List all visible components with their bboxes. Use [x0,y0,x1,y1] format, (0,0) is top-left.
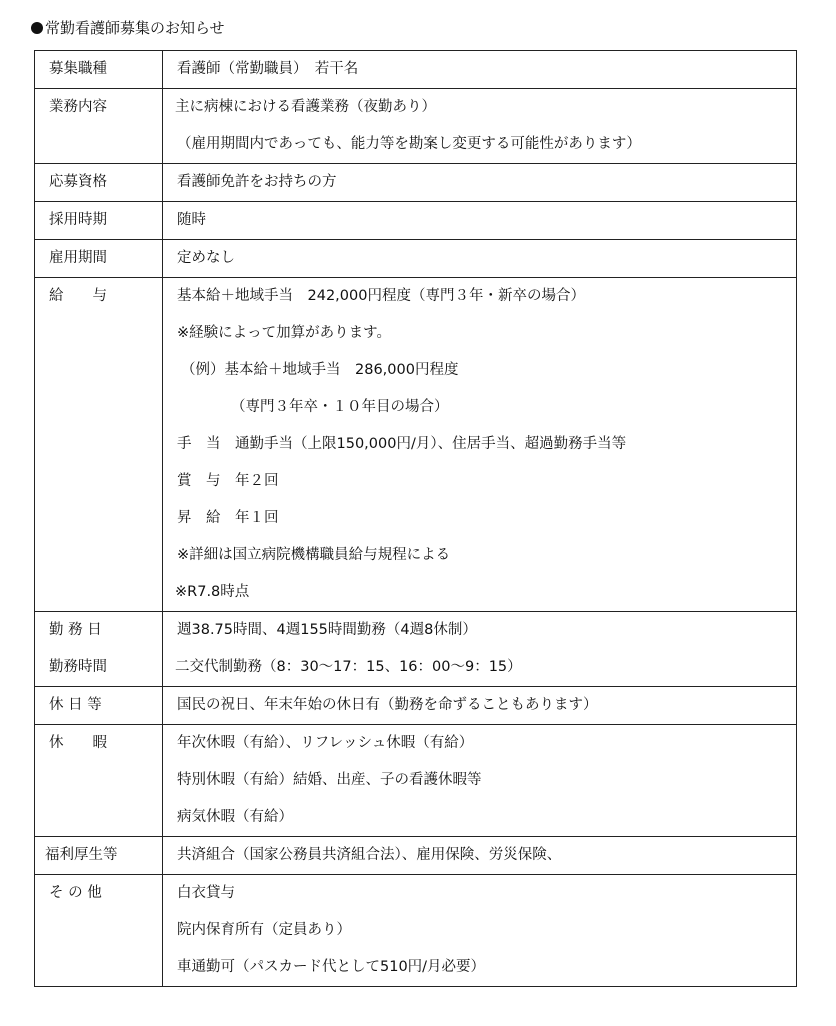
table-row [35,725,797,837]
row-value-salary: 基本給＋地域手当 242,000円程度（専門３年・新卒の場合） ※経験によって加算があります。 （例）基本給＋地域手当 286,000円程度 （専門３年卒・１０年目の場合） 手 当 通勤手当（上限150,000円/月）、住居手当、超過勤務手当等 賞 与 年２回 昇 給 年１回 ※詳細は国立病院機構職員給与規程による ※R7.8時点 [163,278,797,612]
row-label-duties: 業務内容 [35,89,163,164]
row-label-hiring-timing: 採用時期 [35,202,163,240]
row-value-employment-period: 定めなし [163,240,797,278]
row-label-holidays: 休 日 等 [35,687,163,725]
row-value-qualification: 看護師免許をお持ちの方 [163,164,797,202]
table-row [35,164,797,202]
row-label-salary: 給 与 [35,278,163,612]
row-value-position: 看護師（常勤職員） 若干名 [163,51,797,89]
row-value-leave: 年次休暇（有給）、リフレッシュ休暇（有給） 特別休暇（有給）結婚、出産、子の看護休暇等 病気休暇（有給） [163,725,797,837]
row-label-work-days-hours: 勤 務 日 勤務時間 [35,612,163,687]
table-row [35,89,797,164]
row-label-qualification: 応募資格 [35,164,163,202]
row-label-other: そ の 他 [35,875,163,987]
table-row [35,612,797,687]
row-label-position: 募集職種 [35,51,163,89]
recruitment-table [34,50,797,987]
row-value-work-days-hours: 週38.75時間、4週155時間勤務（4週8休制） 二交代制勤務（8：30～17：15、16：00～9：15） [163,612,797,687]
page-title [31,16,225,40]
table-row [35,278,797,612]
row-label-employment-period: 雇用期間 [35,240,163,278]
table-row [35,837,797,875]
table-row [35,51,797,89]
table-row [35,240,797,278]
row-value-welfare: 共済組合（国家公務員共済組合法）、雇用保険、労災保険、 [163,837,797,875]
row-value-other: 白衣貸与 院内保育所有（定員あり） 車通勤可（パスカード代として510円/月必要） [163,875,797,987]
table-row [35,875,797,987]
bullet-icon [31,22,43,34]
row-value-holidays: 国民の祝日、年末年始の休日有（勤務を命ずることもあります） [163,687,797,725]
row-label-leave: 休 暇 [35,725,163,837]
row-label-welfare: 福利厚生等 [35,837,163,875]
row-value-hiring-timing: 随時 [163,202,797,240]
row-value-duties: 主に病棟における看護業務（夜勤あり） （雇用期間内であっても、能力等を勘案し変更する可能性があります） [163,89,797,164]
page-title-text: 常勤看護師募集のお知らせ [45,19,225,37]
table-row [35,202,797,240]
table-row [35,687,797,725]
